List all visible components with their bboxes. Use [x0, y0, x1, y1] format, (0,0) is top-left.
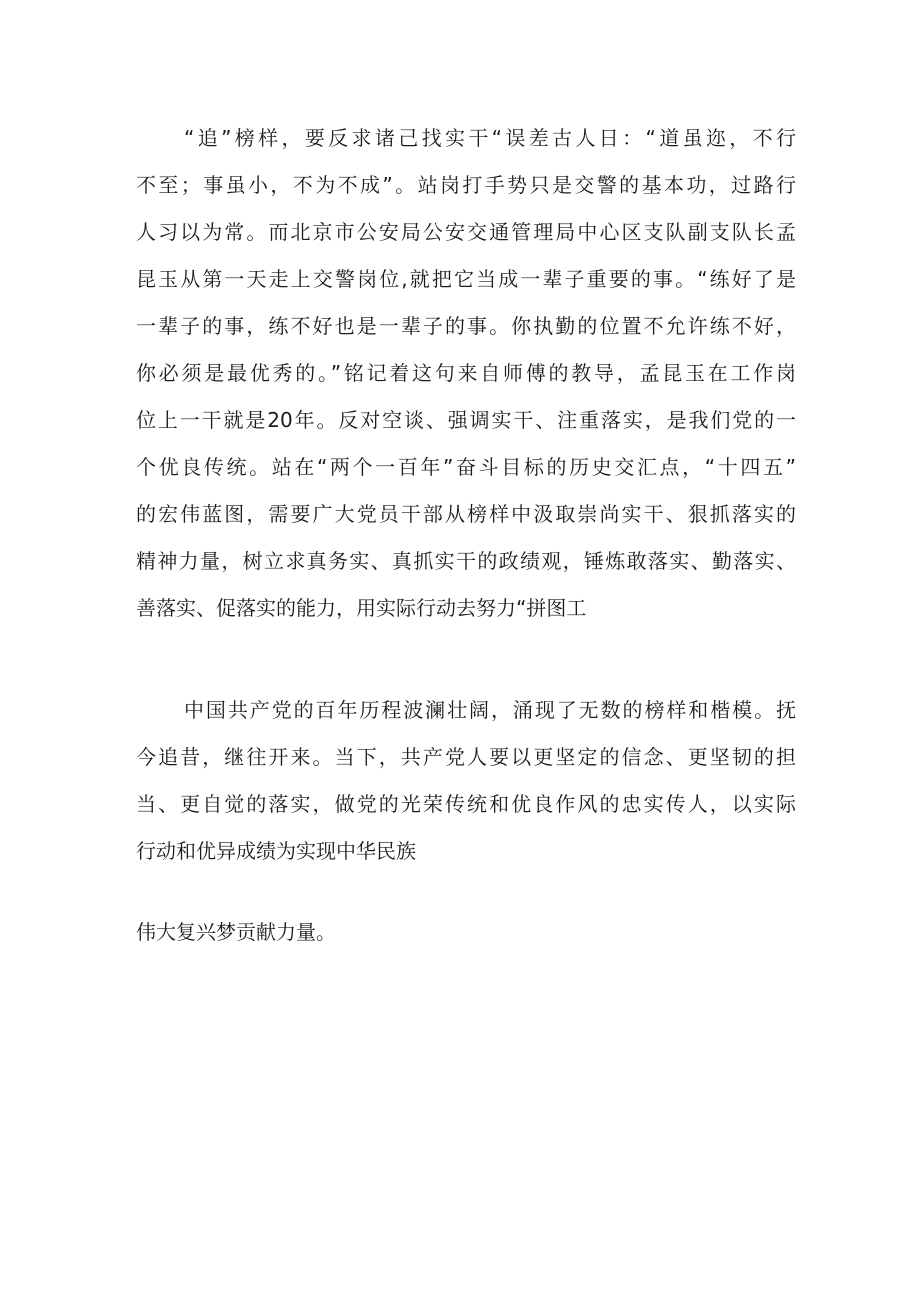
paragraph-1-line-8: 个优良传统。站在“两个一百年”奋斗目标的历史交汇点，“十四五”	[136, 455, 796, 479]
paragraph-1-line-4: 昆玉从第一天走上交警岗位,就把它当成一辈子重要的事。“练好了是	[136, 267, 796, 291]
paragraph-1-line-1: “追”榜样，要反求诸己找实干“误差古人日：“道虽迩，不行	[184, 126, 796, 150]
paragraph-1-line-3: 人习以为常。而北京市公安局公安交通管理局中心区支队副支队长孟	[136, 220, 796, 244]
paragraph-2-line-4: 行动和优异成绩为实现中华民族	[136, 839, 416, 863]
paragraph-3-line-1: 伟大复兴梦贡献力量。	[136, 920, 336, 944]
paragraph-1-line-6: 你必须是最优秀的。”铭记着这句来自师傅的教导，孟昆玉在工作岗	[136, 361, 796, 385]
paragraph-2-line-3: 当、更自觉的落实，做党的光荣传统和优良作风的忠实传人，以实际	[136, 792, 796, 816]
paragraph-1-line-5: 一辈子的事，练不好也是一辈子的事。你执勤的位置不允许练不好，	[136, 314, 796, 338]
paragraph-2-line-2: 今追昔，继往开来。当下，共产党人要以更坚定的信念、更坚韧的担	[136, 745, 796, 769]
paragraph-1-line-7: 位上一干就是20年。反对空谈、强调实干、注重落实，是我们党的一	[136, 408, 796, 432]
paragraph-1-line-2: 不至；事虽小，不为不成”。站岗打手势只是交警的基本功，过路行	[136, 173, 796, 197]
paragraph-1-line-9: 的宏伟蓝图，需要广大党员干部从榜样中汲取崇尚实干、狠抓落实的	[136, 502, 796, 526]
paragraph-1-line-10: 精神力量，树立求真务实、真抓实干的政绩观，锤炼敢落实、勤落实、	[136, 549, 796, 573]
paragraph-2-line-1: 中国共产党的百年历程波澜壮阔，涌现了无数的榜样和楷模。抚	[184, 698, 796, 722]
paragraph-1-line-11: 善落实、促落实的能力，用实际行动去努力“拼图工	[136, 596, 587, 620]
